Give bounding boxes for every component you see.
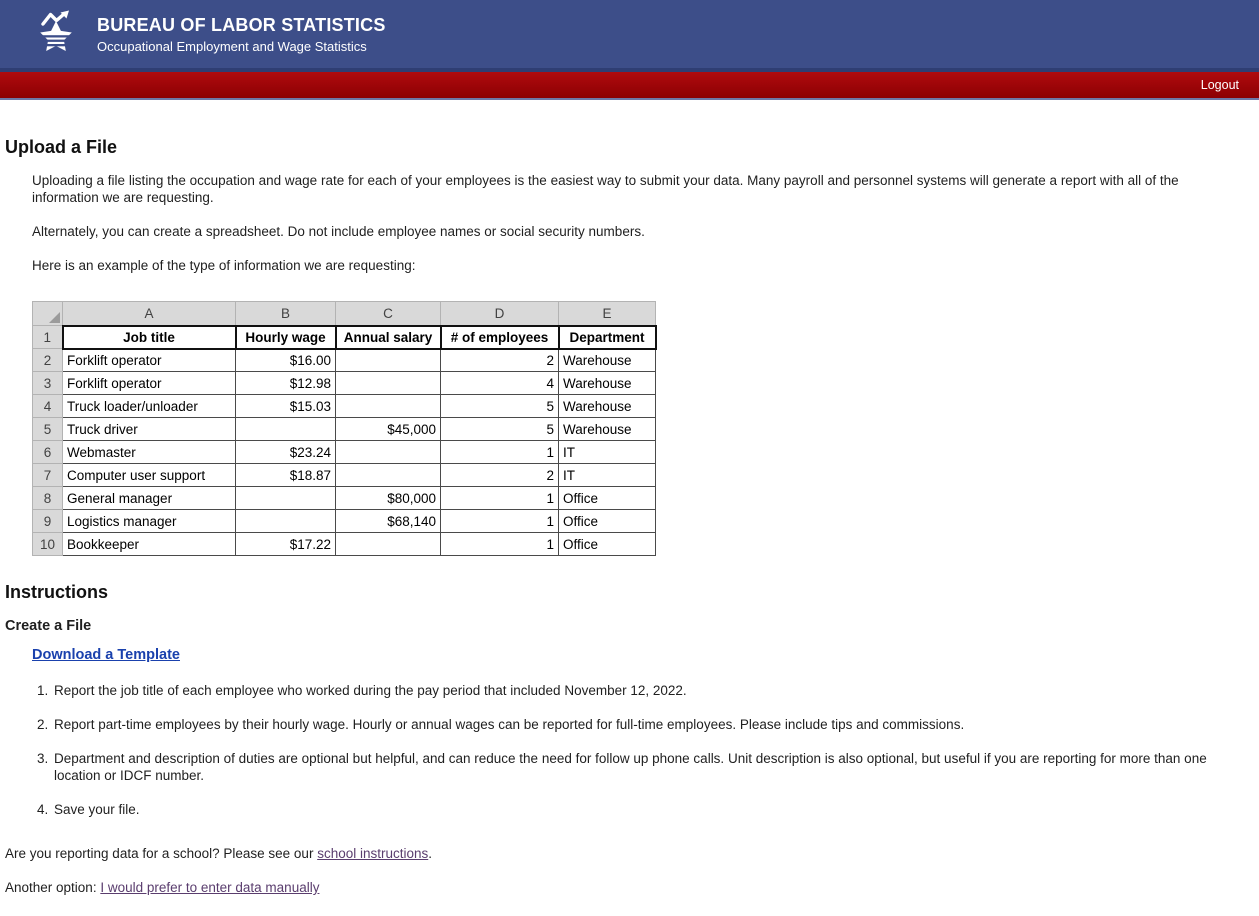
row-number: 3 — [33, 372, 63, 395]
row-number: 8 — [33, 487, 63, 510]
spreadsheet-cell: Logistics manager — [63, 510, 236, 533]
spreadsheet-cell: Office — [559, 533, 656, 556]
instruction-step: 2. Report part-time employees by their hourly wage. Hourly or annual wages can be reported for full-time employees. Please include tips and commissions. — [52, 716, 1242, 733]
row-number: 7 — [33, 464, 63, 487]
spreadsheet-cell: 1 — [441, 487, 559, 510]
spreadsheet-row — [33, 418, 656, 441]
spreadsheet-header-cell: # of employees — [441, 326, 559, 349]
spreadsheet-cell: $15.03 — [236, 395, 336, 418]
spreadsheet-cell: Warehouse — [559, 395, 656, 418]
spreadsheet-cell: 4 — [441, 372, 559, 395]
agency-title: BUREAU OF LABOR STATISTICS — [97, 14, 386, 35]
school-question-period: . — [428, 846, 433, 861]
column-letter: A — [63, 302, 236, 326]
spreadsheet-cell: $12.98 — [236, 372, 336, 395]
column-letter: C — [336, 302, 441, 326]
download-template-link[interactable]: Download a Template — [32, 647, 180, 663]
spreadsheet-cell: 1 — [441, 510, 559, 533]
page-content — [0, 137, 1259, 916]
manual-entry-link[interactable]: I would prefer to enter data manually — [100, 880, 320, 895]
spreadsheet-header-cell: Annual salary — [336, 326, 441, 349]
spreadsheet-cell: Forklift operator — [63, 349, 236, 372]
intro-paragraph: Here is an example of the type of information we are requesting: — [32, 258, 416, 273]
spreadsheet-row — [33, 487, 656, 510]
nav-bar — [0, 72, 1259, 100]
spreadsheet-cell: 5 — [441, 395, 559, 418]
spreadsheet-cell: Warehouse — [559, 349, 656, 372]
spreadsheet-header-cell: Job title — [63, 326, 236, 349]
spreadsheet-cell: Bookkeeper — [63, 533, 236, 556]
spreadsheet-cell: IT — [559, 441, 656, 464]
row-number: 4 — [33, 395, 63, 418]
app-subtitle: Occupational Employment and Wage Statistics — [97, 38, 367, 54]
create-file-heading: Create a File — [5, 618, 92, 634]
spreadsheet-cell: General manager — [63, 487, 236, 510]
school-instructions-link[interactable]: school instructions — [317, 846, 429, 861]
spreadsheet-cell: Office — [559, 487, 656, 510]
instruction-step: 4. Save your file. — [52, 801, 1242, 818]
spreadsheet-cell — [236, 487, 336, 510]
example-spreadsheet — [32, 301, 1249, 556]
masthead-titles — [97, 15, 386, 54]
spreadsheet-cell: Truck driver — [63, 418, 236, 441]
instruction-step: 3. Department and description of duties are optional but helpful, and can reduce the need for follow up phone calls. Unit description is also optional, but useful if you are reporting for more than one location or IDCF number. — [52, 750, 1242, 784]
row-number: 6 — [33, 441, 63, 464]
spreadsheet-cell: 2 — [441, 349, 559, 372]
spreadsheet-cell: $45,000 — [336, 418, 441, 441]
spreadsheet-header-row — [33, 326, 656, 349]
spreadsheet-cell: Office — [559, 510, 656, 533]
spreadsheet-row — [33, 441, 656, 464]
spreadsheet-header-cell: Department — [559, 326, 656, 349]
intro-paragraph: Uploading a file listing the occupation and wage rate for each of your employees is the easiest way to submit your data. Many payroll and personnel systems will generate a report with all of the information we are requesting. — [32, 173, 1179, 205]
spreadsheet-cell: $16.00 — [236, 349, 336, 372]
spreadsheet-cell: $17.22 — [236, 533, 336, 556]
instructions-title: Instructions — [5, 582, 109, 602]
spreadsheet-row — [33, 395, 656, 418]
column-letter: D — [441, 302, 559, 326]
spreadsheet-cell: $18.87 — [236, 464, 336, 487]
masthead — [0, 0, 1259, 72]
spreadsheet-row — [33, 510, 656, 533]
spreadsheet-cell: $80,000 — [336, 487, 441, 510]
spreadsheet-cell: 1 — [441, 441, 559, 464]
row-number: 1 — [33, 326, 63, 349]
spreadsheet-row — [33, 349, 656, 372]
spreadsheet-cell: Warehouse — [559, 418, 656, 441]
spreadsheet-row — [33, 533, 656, 556]
spreadsheet-cell: Forklift operator — [63, 372, 236, 395]
spreadsheet-row — [33, 372, 656, 395]
column-letter: B — [236, 302, 336, 326]
row-number: 2 — [33, 349, 63, 372]
column-letters-row — [33, 302, 656, 326]
spreadsheet-header-cell: Hourly wage — [236, 326, 336, 349]
spreadsheet-cell — [336, 395, 441, 418]
spreadsheet-cell — [236, 510, 336, 533]
intro-paragraph: Alternately, you can create a spreadsheet. Do not include employee names or social security numbers. — [32, 224, 645, 239]
spreadsheet-cell — [336, 349, 441, 372]
spreadsheet-cell — [336, 533, 441, 556]
spreadsheet-cell: $23.24 — [236, 441, 336, 464]
spreadsheet-body — [33, 302, 656, 556]
spreadsheet-cell: 1 — [441, 533, 559, 556]
bls-star-logo-icon — [30, 7, 82, 61]
row-number: 9 — [33, 510, 63, 533]
spreadsheet-cell: 5 — [441, 418, 559, 441]
column-letter: E — [559, 302, 656, 326]
instruction-step: 1. Report the job title of each employee who worked during the pay period that included November 12, 2022. — [52, 682, 1242, 699]
spreadsheet-cell: Webmaster — [63, 441, 236, 464]
spreadsheet-cell: Computer user support — [63, 464, 236, 487]
spreadsheet-cell: IT — [559, 464, 656, 487]
spreadsheet-cell — [336, 464, 441, 487]
spreadsheet-cell — [336, 441, 441, 464]
corner-cell — [33, 302, 63, 326]
spreadsheet-row — [33, 464, 656, 487]
spreadsheet-cell: $68,140 — [336, 510, 441, 533]
spreadsheet-cell: 2 — [441, 464, 559, 487]
manual-option-text: Another option: — [5, 880, 101, 895]
instruction-steps — [5, 682, 1249, 818]
logout-link[interactable]: Logout — [1200, 78, 1239, 92]
page-title: Upload a File — [5, 137, 118, 157]
spreadsheet-cell — [236, 418, 336, 441]
spreadsheet-cell — [336, 372, 441, 395]
school-question-text: Are you reporting data for a school? Please see our — [5, 846, 318, 861]
spreadsheet-cell: Warehouse — [559, 372, 656, 395]
school-question-line — [5, 845, 1249, 862]
spreadsheet-cell: Truck loader/unloader — [63, 395, 236, 418]
row-number: 10 — [33, 533, 63, 556]
row-number: 5 — [33, 418, 63, 441]
